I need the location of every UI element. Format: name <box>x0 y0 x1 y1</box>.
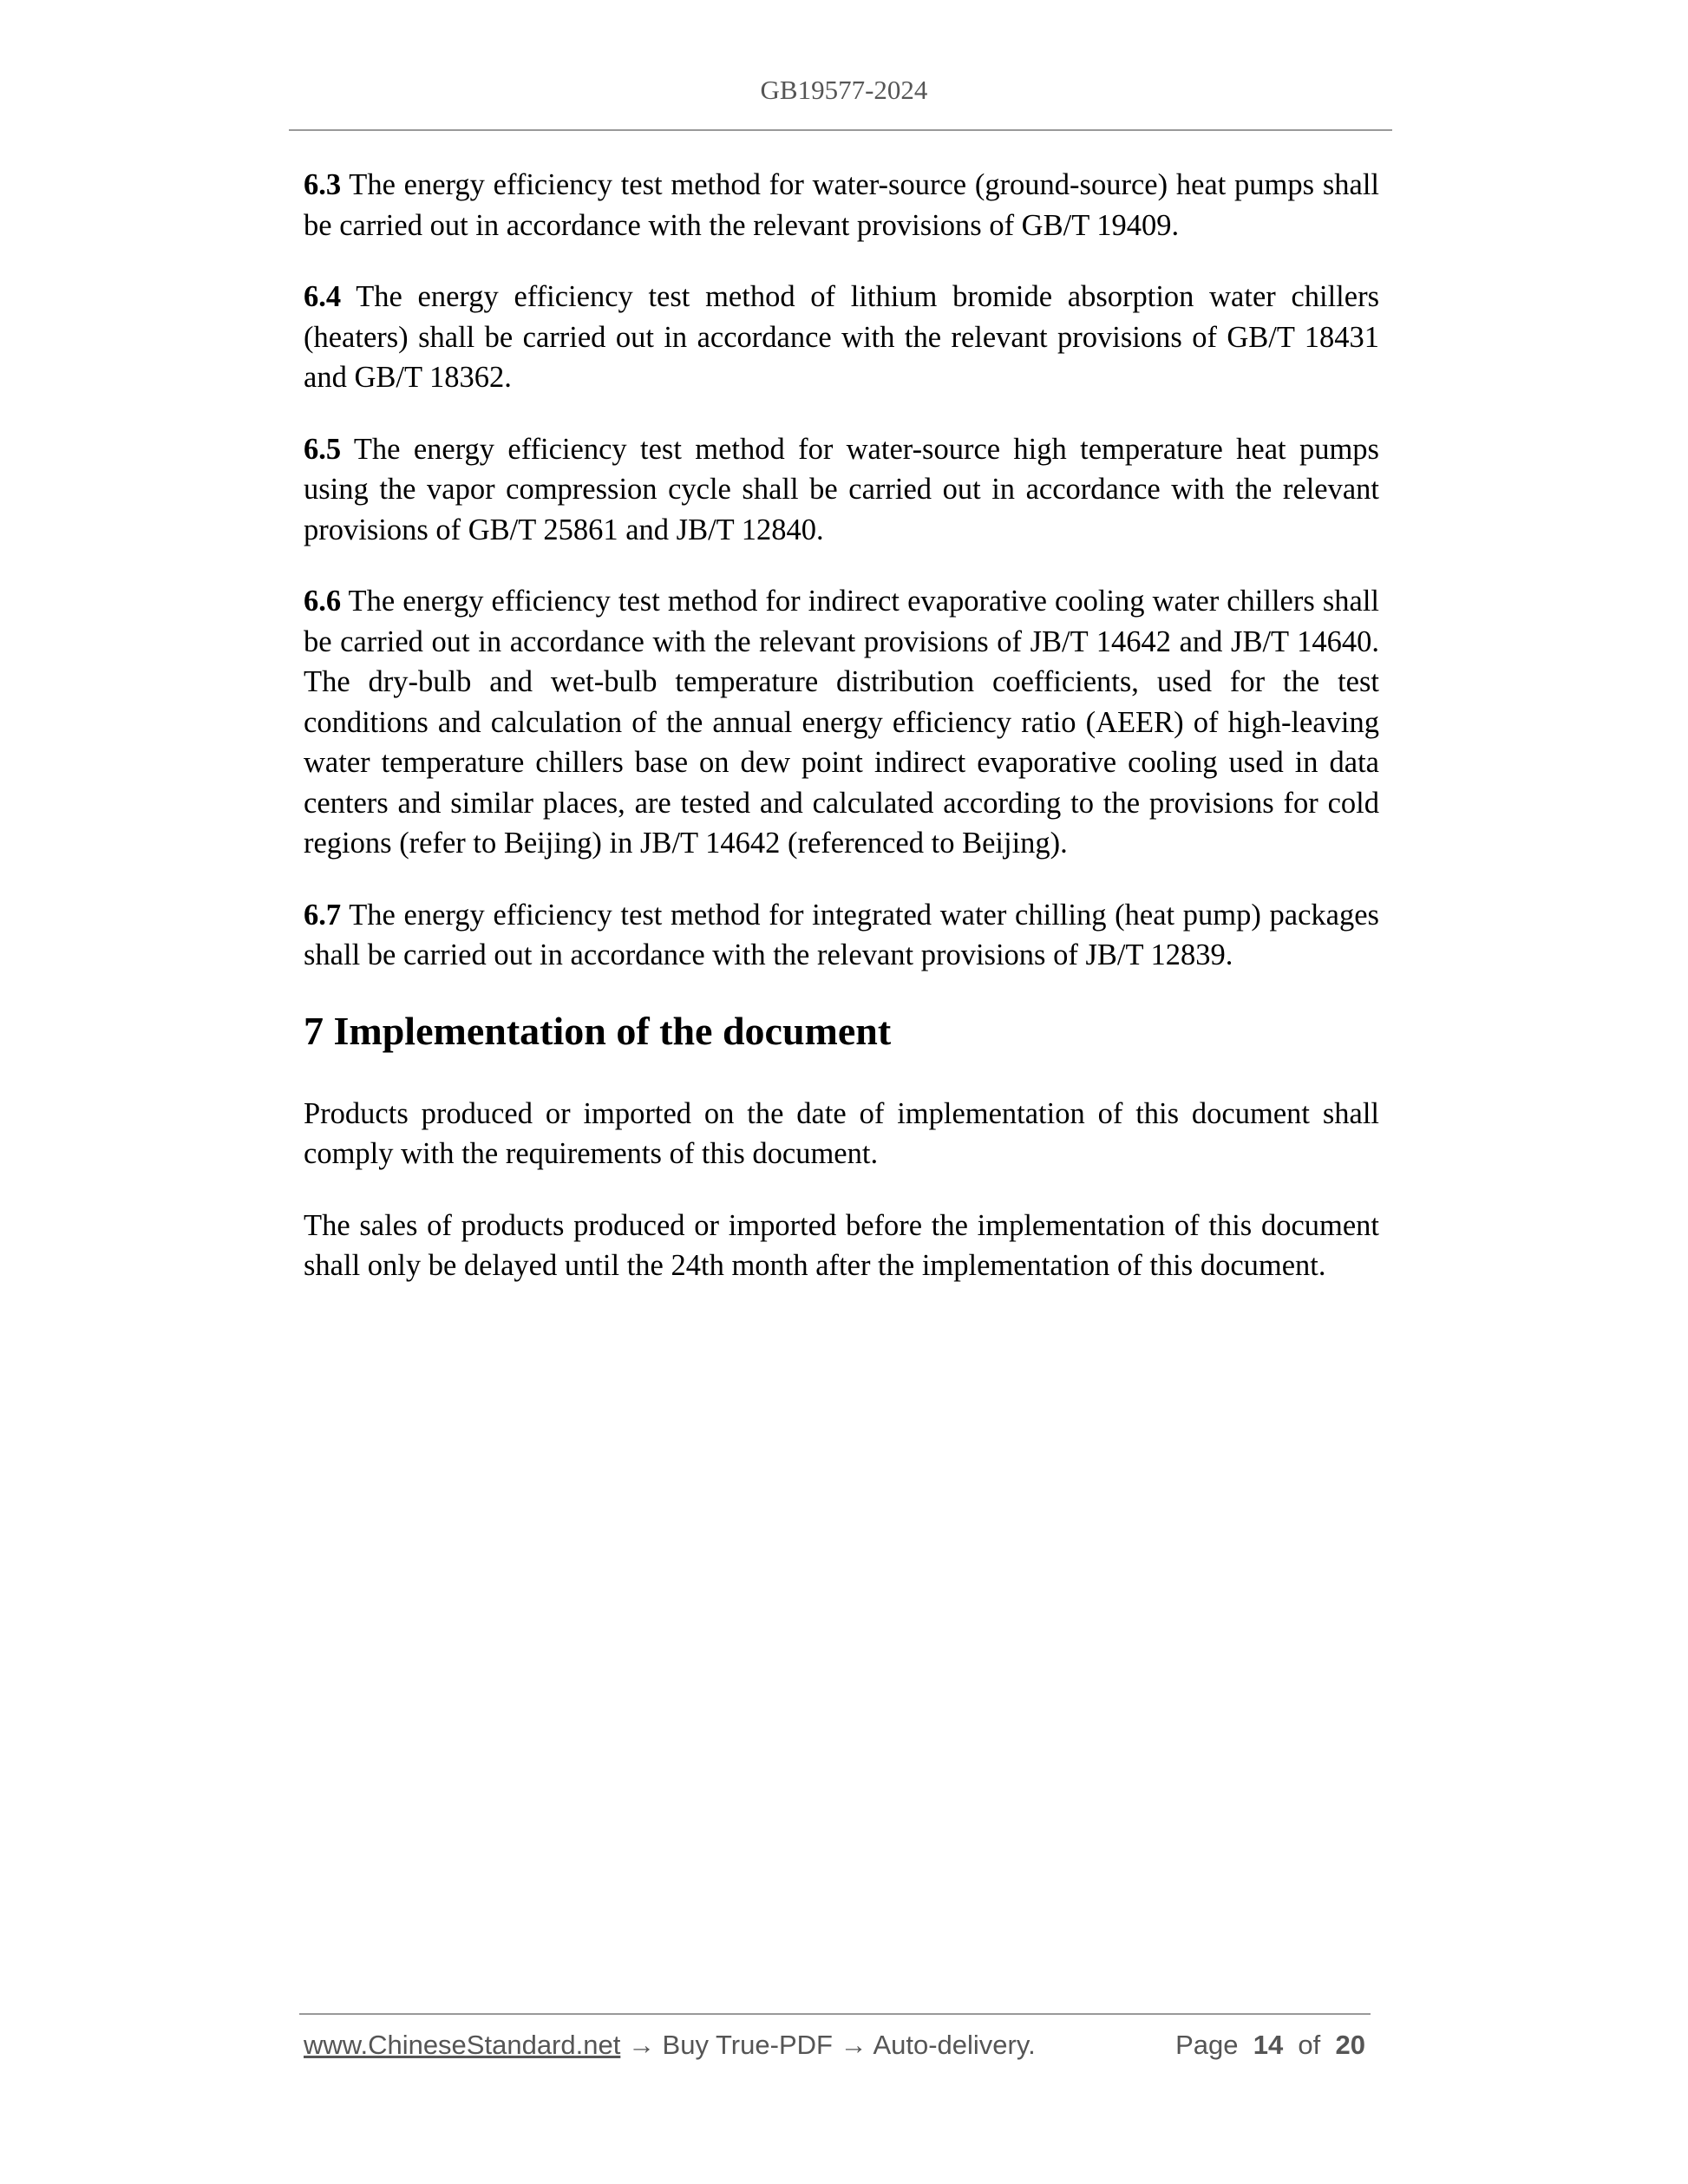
clause-text: The energy efficiency test method for water-source (ground-source) heat pumps shall be carried out in accordance with the relevant provisions of GB/T 19409. <box>304 168 1379 242</box>
clause-6-7 <box>304 895 1379 976</box>
clause-number: 6.6 <box>304 585 342 618</box>
clause-number: 6.3 <box>304 168 342 201</box>
document-header-title: GB19577-2024 <box>760 75 928 105</box>
footer-tagline: → Buy True-PDF → Auto-delivery. <box>620 2030 1036 2060</box>
clause-6-5 <box>304 429 1379 551</box>
section-7-paragraph: The sales of products produced or imported before the implementation of this document shall only be delayed until the 24th month after the implementation of this document. <box>304 1208 1379 1282</box>
document-body <box>304 165 1379 1318</box>
of-label: of <box>1298 2030 1321 2060</box>
clause-text: The energy efficiency test method for integrated water chilling (heat pump) packages shall be carried out in accordance with the relevant provisions of JB/T 12839. <box>304 898 1379 971</box>
clause-number: 6.7 <box>304 898 342 932</box>
clause-text: The energy efficiency test method of lithium bromide absorption water chillers (heaters) shall be carried out in accordance with the relevant provisions of GB/T 18431 and GB/T 18362. <box>304 280 1379 394</box>
clause-number: 6.4 <box>304 280 342 313</box>
footer-divider <box>299 2013 1371 2015</box>
website-link[interactable]: www.ChineseStandard.net <box>304 2030 621 2060</box>
page-label: Page <box>1175 2030 1239 2060</box>
section-7-paragraph: Products produced or imported on the date of implementation of this document shall comply with the requirements of this document. <box>304 1096 1379 1170</box>
page-footer <box>304 2030 1371 2061</box>
clause-text: The energy efficiency test method for water-source high temperature heat pumps using the vapor compression cycle shall be carried out in accordance with the relevant provisions of GB/T 25861 and JB/T 12840. <box>304 432 1379 546</box>
header-divider <box>289 129 1392 131</box>
section-7-heading: 7 Implementation of the document <box>304 1008 892 1053</box>
clause-6-3 <box>304 165 1379 245</box>
clause-6-6 <box>304 581 1379 864</box>
page-current: 14 <box>1253 2030 1284 2060</box>
page-indicator <box>1175 2030 1365 2061</box>
page-total: 20 <box>1335 2030 1365 2060</box>
clause-text: The energy efficiency test method for indirect evaporative cooling water chillers shall be carried out in accordance with the relevant provisions of JB/T 14642 and JB/T 14640. The dry-bulb and wet-bulb temperature distribution coefficients, used for the test conditions and calculation of the annual energy efficiency ratio (AEER) of high-leaving water temperature chillers base on dew point indirect evaporative cooling used in data centers and similar places, are tested and calculated according to the provisions for cold regions (refer to Beijing) in JB/T 14642 (referenced to Beijing). <box>304 585 1379 860</box>
clause-number: 6.5 <box>304 432 342 466</box>
clause-6-4 <box>304 277 1379 398</box>
